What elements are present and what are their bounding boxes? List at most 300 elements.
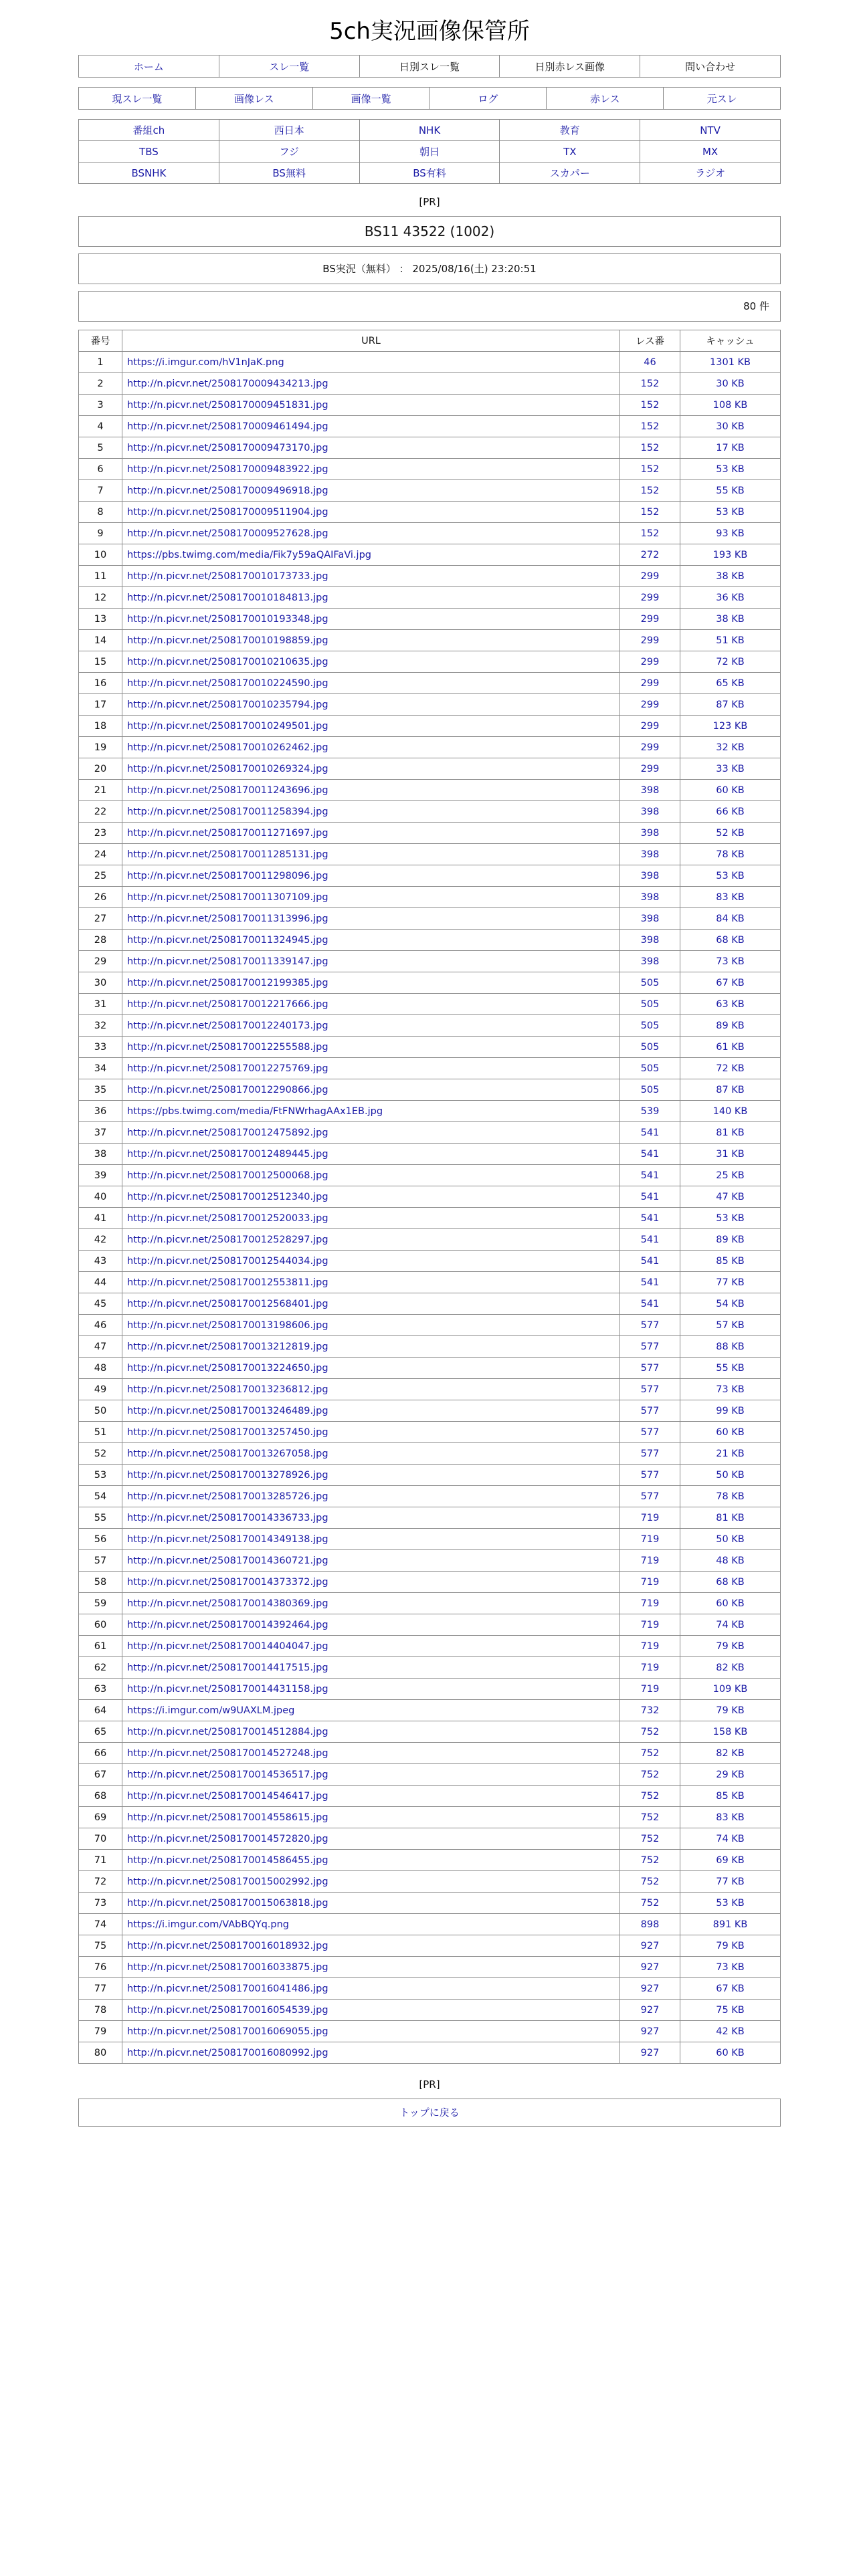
channel-cell[interactable] — [500, 120, 640, 141]
res-number-link[interactable]: 577 — [640, 1448, 660, 1459]
channel-link[interactable]: BSNHK — [131, 167, 167, 179]
cache-link[interactable]: 36 KB — [716, 592, 745, 603]
image-url-link[interactable]: http://n.picvr.net/2508170014349138.jpg — [127, 1533, 328, 1545]
channel-link[interactable]: TBS — [139, 145, 159, 158]
cache-link[interactable]: 68 KB — [716, 934, 745, 946]
cache-link[interactable]: 42 KB — [716, 2026, 745, 2037]
nav-image-list-link[interactable]: 画像一覧 — [351, 92, 391, 105]
res-number-link[interactable]: 398 — [640, 913, 660, 924]
image-url-link[interactable]: http://n.picvr.net/2508170012217666.jpg — [127, 998, 328, 1010]
image-url-link[interactable]: http://n.picvr.net/2508170014572820.jpg — [127, 1833, 328, 1844]
image-url-link[interactable]: http://n.picvr.net/2508170012512340.jpg — [127, 1191, 328, 1202]
cache-link[interactable]: 32 KB — [716, 742, 745, 753]
cache-link[interactable]: 82 KB — [716, 1747, 745, 1759]
channel-cell[interactable] — [640, 163, 781, 184]
image-url-link[interactable]: http://n.picvr.net/2508170014392464.jpg — [127, 1619, 328, 1630]
image-url-link[interactable]: http://n.picvr.net/2508170010269324.jpg — [127, 763, 328, 774]
cache-link[interactable]: 158 KB — [712, 1726, 748, 1737]
cache-link[interactable]: 99 KB — [716, 1405, 745, 1416]
cache-link[interactable]: 65 KB — [716, 677, 745, 689]
nav-cell[interactable] — [640, 56, 781, 78]
cache-link[interactable]: 891 KB — [712, 1919, 748, 1930]
image-url-link[interactable]: http://n.picvr.net/2508170010173733.jpg — [127, 570, 328, 582]
image-url-link[interactable]: http://n.picvr.net/2508170011243696.jpg — [127, 784, 328, 796]
cache-link[interactable]: 48 KB — [716, 1555, 745, 1566]
cache-link[interactable]: 67 KB — [716, 1983, 745, 1994]
res-number-link[interactable]: 299 — [640, 742, 660, 753]
res-number-link[interactable]: 927 — [640, 2026, 660, 2037]
image-url-link[interactable]: http://n.picvr.net/2508170012544034.jpg — [127, 1255, 328, 1267]
row-url-cell — [122, 972, 620, 994]
nav-thread-list-link[interactable]: スレ一覧 — [269, 60, 310, 73]
res-number-link[interactable]: 299 — [640, 720, 660, 732]
image-url-link[interactable]: http://n.picvr.net/2508170011258394.jpg — [127, 806, 328, 817]
image-url-link[interactable]: http://n.picvr.net/2508170014360721.jpg — [127, 1555, 328, 1566]
res-number-link[interactable]: 152 — [640, 528, 660, 539]
image-url-link[interactable]: https://pbs.twimg.com/media/Fik7y59aQAIFaVi.jpg — [127, 549, 371, 560]
image-url-link[interactable]: http://n.picvr.net/2508170012500068.jpg — [127, 1170, 328, 1181]
cache-link[interactable]: 79 KB — [716, 1940, 745, 1951]
cache-link[interactable]: 88 KB — [716, 1341, 745, 1352]
cache-link[interactable]: 77 KB — [716, 1277, 745, 1288]
cache-link[interactable]: 77 KB — [716, 1876, 745, 1887]
image-url-link[interactable]: http://n.picvr.net/2508170014404047.jpg — [127, 1640, 328, 1652]
image-url-link[interactable]: http://n.picvr.net/2508170009461494.jpg — [127, 421, 328, 432]
channel-link[interactable]: 教育 — [559, 124, 580, 136]
image-url-link[interactable]: http://n.picvr.net/2508170011313996.jpg — [127, 913, 328, 924]
row-res-cell — [620, 502, 680, 523]
res-number-link[interactable]: 719 — [640, 1555, 660, 1566]
row-url-cell — [122, 780, 620, 801]
res-number-link[interactable]: 398 — [640, 956, 660, 967]
nav-current-threads-link[interactable]: 現スレ一覧 — [112, 92, 163, 105]
nav-original-thread-link[interactable]: 元スレ — [706, 92, 737, 105]
channel-cell[interactable] — [219, 163, 359, 184]
res-number-link[interactable]: 541 — [640, 1127, 660, 1138]
nav-image-res-link[interactable]: 画像レス — [233, 92, 274, 105]
channel-link[interactable]: 朝日 — [419, 146, 440, 158]
res-number-link[interactable]: 541 — [640, 1277, 660, 1288]
image-url-link[interactable]: http://n.picvr.net/2508170014373372.jpg — [127, 1576, 328, 1588]
cache-link[interactable]: 72 KB — [716, 1063, 745, 1074]
res-number-link[interactable]: 46 — [644, 356, 656, 368]
image-url-link[interactable]: http://n.picvr.net/2508170016069055.jpg — [127, 2026, 328, 2037]
channel-cell[interactable] — [359, 141, 500, 163]
image-url-link[interactable]: http://n.picvr.net/2508170013257450.jpg — [127, 1426, 328, 1438]
cache-link[interactable]: 79 KB — [716, 1705, 745, 1716]
image-url-link[interactable]: http://n.picvr.net/2508170016033875.jpg — [127, 1961, 328, 1973]
cache-link[interactable]: 50 KB — [716, 1533, 745, 1545]
res-number-link[interactable]: 505 — [640, 998, 660, 1010]
image-url-link[interactable]: http://n.picvr.net/2508170010249501.jpg — [127, 720, 328, 732]
image-url-link[interactable]: http://n.picvr.net/2508170010262462.jpg — [127, 742, 328, 753]
cache-link[interactable]: 25 KB — [716, 1170, 745, 1181]
res-number-link[interactable]: 577 — [640, 1491, 660, 1502]
image-url-link[interactable]: http://n.picvr.net/2508170015063818.jpg — [127, 1897, 328, 1909]
image-url-link[interactable]: https://i.imgur.com/hV1nJaK.png — [127, 356, 284, 368]
cache-link[interactable]: 140 KB — [712, 1105, 748, 1117]
res-number-link[interactable]: 541 — [640, 1170, 660, 1181]
res-number-link[interactable]: 719 — [640, 1683, 660, 1695]
image-url-link[interactable]: http://n.picvr.net/2508170014431158.jpg — [127, 1683, 328, 1695]
cache-link[interactable]: 63 KB — [716, 998, 745, 1010]
cache-link[interactable]: 193 KB — [712, 549, 748, 560]
channel-cell[interactable] — [640, 141, 781, 163]
nav-cell[interactable] — [500, 56, 640, 78]
res-number-link[interactable]: 577 — [640, 1362, 660, 1374]
image-url-link[interactable]: http://n.picvr.net/2508170011307109.jpg — [127, 891, 328, 903]
res-number-link[interactable]: 752 — [640, 1812, 660, 1823]
res-number-link[interactable]: 505 — [640, 1084, 660, 1095]
channel-link[interactable]: BS有料 — [413, 167, 446, 179]
cache-link[interactable]: 69 KB — [716, 1854, 745, 1866]
res-number-link[interactable]: 752 — [640, 1790, 660, 1802]
res-number-link[interactable]: 732 — [640, 1705, 660, 1716]
res-number-link[interactable]: 299 — [640, 635, 660, 646]
image-url-link[interactable]: http://n.picvr.net/2508170015002992.jpg — [127, 1876, 328, 1887]
image-url-link[interactable]: http://n.picvr.net/2508170013246489.jpg — [127, 1405, 328, 1416]
res-number-link[interactable]: 719 — [640, 1640, 660, 1652]
channel-link[interactable]: NHK — [418, 124, 441, 136]
image-url-link[interactable]: http://n.picvr.net/2508170012553811.jpg — [127, 1277, 328, 1288]
res-number-link[interactable]: 927 — [640, 1961, 660, 1973]
nav-contact[interactable]: 問い合わせ — [685, 60, 736, 73]
res-number-link[interactable]: 398 — [640, 891, 660, 903]
cache-link[interactable]: 47 KB — [716, 1191, 745, 1202]
res-number-link[interactable]: 541 — [640, 1212, 660, 1224]
back-to-top-box[interactable] — [78, 2099, 781, 2127]
image-url-link[interactable]: http://n.picvr.net/2508170009451831.jpg — [127, 399, 328, 411]
cache-link[interactable]: 89 KB — [716, 1234, 745, 1245]
image-url-link[interactable]: http://n.picvr.net/2508170011298096.jpg — [127, 870, 328, 881]
channel-cell[interactable] — [79, 163, 219, 184]
cache-link[interactable]: 68 KB — [716, 1576, 745, 1588]
image-url-link[interactable]: http://n.picvr.net/2508170009511904.jpg — [127, 506, 328, 518]
nav-cell[interactable] — [430, 88, 547, 110]
channel-link[interactable]: BS無料 — [272, 167, 306, 179]
cache-link[interactable]: 87 KB — [716, 1084, 745, 1095]
cache-link[interactable]: 60 KB — [716, 784, 745, 796]
image-url-link[interactable]: http://n.picvr.net/2508170014546417.jpg — [127, 1790, 328, 1802]
cache-link[interactable]: 60 KB — [716, 2047, 745, 2058]
res-number-link[interactable]: 752 — [640, 1726, 660, 1737]
res-number-link[interactable]: 898 — [640, 1919, 660, 1930]
image-url-link[interactable]: http://n.picvr.net/2508170009434213.jpg — [127, 378, 328, 389]
image-url-link[interactable]: http://n.picvr.net/2508170012255588.jpg — [127, 1041, 328, 1053]
image-url-link[interactable]: http://n.picvr.net/2508170013212819.jpg — [127, 1341, 328, 1352]
image-url-link[interactable]: http://n.picvr.net/2508170010224590.jpg — [127, 677, 328, 689]
cache-link[interactable]: 1301 KB — [710, 356, 751, 368]
cache-link[interactable]: 89 KB — [716, 1020, 745, 1031]
res-number-link[interactable]: 719 — [640, 1512, 660, 1523]
image-url-link[interactable]: http://n.picvr.net/2508170011285131.jpg — [127, 849, 328, 860]
image-url-link[interactable]: http://n.picvr.net/2508170012520033.jpg — [127, 1212, 328, 1224]
image-url-link[interactable]: http://n.picvr.net/2508170016054539.jpg — [127, 2004, 328, 2016]
nav-cell[interactable] — [359, 56, 500, 78]
res-number-link[interactable]: 752 — [640, 1769, 660, 1780]
res-number-link[interactable]: 577 — [640, 1341, 660, 1352]
image-url-link[interactable]: http://n.picvr.net/2508170016041486.jpg — [127, 1983, 328, 1994]
channel-cell[interactable] — [359, 120, 500, 141]
row-number: 12 — [79, 587, 122, 609]
cache-link[interactable]: 83 KB — [716, 1812, 745, 1823]
res-number-link[interactable]: 752 — [640, 1854, 660, 1866]
image-url-link[interactable]: http://n.picvr.net/2508170012290866.jpg — [127, 1084, 328, 1095]
res-number-link[interactable]: 541 — [640, 1234, 660, 1245]
channel-link[interactable]: TX — [563, 145, 577, 158]
image-url-link[interactable]: https://i.imgur.com/w9UAXLM.jpeg — [127, 1705, 295, 1716]
image-url-link[interactable]: http://n.picvr.net/2508170013198606.jpg — [127, 1319, 328, 1331]
cache-link[interactable]: 53 KB — [716, 1897, 745, 1909]
image-url-link[interactable]: http://n.picvr.net/2508170010184813.jpg — [127, 592, 328, 603]
cache-link[interactable]: 123 KB — [712, 720, 748, 732]
image-url-link[interactable]: http://n.picvr.net/2508170013236812.jpg — [127, 1384, 328, 1395]
res-number-link[interactable]: 398 — [640, 849, 660, 860]
cache-link[interactable]: 53 KB — [716, 463, 745, 475]
res-number-link[interactable]: 577 — [640, 1319, 660, 1331]
image-url-link[interactable]: http://n.picvr.net/2508170012275769.jpg — [127, 1063, 328, 1074]
cache-link[interactable]: 84 KB — [716, 913, 745, 924]
cache-link[interactable]: 85 KB — [716, 1255, 745, 1267]
image-url-link[interactable]: http://n.picvr.net/2508170011339147.jpg — [127, 956, 328, 967]
channel-cell[interactable] — [640, 120, 781, 141]
res-number-link[interactable]: 299 — [640, 699, 660, 710]
back-to-top-link[interactable]: トップに戻る — [399, 2107, 460, 2119]
cache-link[interactable]: 108 KB — [712, 399, 748, 411]
cache-link[interactable]: 85 KB — [716, 1790, 745, 1802]
nav-cell[interactable] — [79, 88, 196, 110]
cache-link[interactable]: 21 KB — [716, 1448, 745, 1459]
cache-link[interactable]: 67 KB — [716, 977, 745, 988]
nav-cell[interactable] — [547, 88, 664, 110]
nav-daily-threads[interactable]: 日別スレ一覧 — [399, 60, 460, 73]
res-number-link[interactable]: 752 — [640, 1747, 660, 1759]
cache-link[interactable]: 53 KB — [716, 506, 745, 518]
image-url-link[interactable]: http://n.picvr.net/2508170014512884.jpg — [127, 1726, 328, 1737]
image-url-link[interactable]: http://n.picvr.net/2508170010193348.jpg — [127, 613, 328, 625]
image-url-link[interactable]: http://n.picvr.net/2508170014558615.jpg — [127, 1812, 328, 1823]
res-number-link[interactable]: 398 — [640, 784, 660, 796]
cache-link[interactable]: 73 KB — [716, 1384, 745, 1395]
channel-link[interactable]: 西日本 — [274, 124, 304, 136]
image-url-link[interactable]: http://n.picvr.net/2508170012489445.jpg — [127, 1148, 328, 1160]
res-number-link[interactable]: 719 — [640, 1662, 660, 1673]
res-number-link[interactable]: 152 — [640, 378, 660, 389]
image-url-link[interactable]: https://i.imgur.com/VAbBQYq.png — [127, 1919, 289, 1930]
res-number-link[interactable]: 927 — [640, 2047, 660, 2058]
image-url-link[interactable]: http://n.picvr.net/2508170013224650.jpg — [127, 1362, 328, 1374]
channel-cell[interactable] — [79, 120, 219, 141]
cache-link[interactable]: 57 KB — [716, 1319, 745, 1331]
res-number-link[interactable]: 505 — [640, 1041, 660, 1053]
res-number-link[interactable]: 539 — [640, 1105, 660, 1117]
nav-cell[interactable] — [195, 88, 312, 110]
cache-link[interactable]: 54 KB — [716, 1298, 745, 1309]
res-number-link[interactable]: 398 — [640, 827, 660, 839]
image-url-link[interactable]: http://n.picvr.net/2508170011324945.jpg — [127, 934, 328, 946]
channel-link[interactable]: ラジオ — [695, 167, 726, 179]
res-number-link[interactable]: 299 — [640, 592, 660, 603]
channel-cell[interactable] — [219, 141, 359, 163]
image-url-link[interactable]: http://n.picvr.net/2508170014417515.jpg — [127, 1662, 328, 1673]
cache-link[interactable]: 52 KB — [716, 827, 745, 839]
cache-link[interactable]: 55 KB — [716, 485, 745, 496]
res-number-link[interactable]: 299 — [640, 656, 660, 667]
res-number-link[interactable]: 719 — [640, 1576, 660, 1588]
res-number-link[interactable]: 152 — [640, 485, 660, 496]
image-url-link[interactable]: http://n.picvr.net/2508170012475892.jpg — [127, 1127, 328, 1138]
res-number-link[interactable]: 398 — [640, 870, 660, 881]
res-number-link[interactable]: 577 — [640, 1384, 660, 1395]
cache-link[interactable]: 61 KB — [716, 1041, 745, 1053]
image-url-link[interactable]: http://n.picvr.net/2508170011271697.jpg — [127, 827, 328, 839]
res-number-link[interactable]: 505 — [640, 1063, 660, 1074]
res-number-link[interactable]: 927 — [640, 1983, 660, 1994]
image-url-link[interactable]: http://n.picvr.net/2508170012528297.jpg — [127, 1234, 328, 1245]
cache-link[interactable]: 55 KB — [716, 1362, 745, 1374]
cache-link[interactable]: 74 KB — [716, 1833, 745, 1844]
image-url-link[interactable]: http://n.picvr.net/2508170014527248.jpg — [127, 1747, 328, 1759]
nav-red-res-link[interactable]: 赤レス — [589, 92, 620, 105]
nav-daily-red-images[interactable]: 日別赤レス画像 — [535, 60, 605, 73]
cache-link[interactable]: 78 KB — [716, 849, 745, 860]
res-number-link[interactable]: 752 — [640, 1833, 660, 1844]
image-url-link[interactable]: http://n.picvr.net/2508170010235794.jpg — [127, 699, 328, 710]
res-number-link[interactable]: 505 — [640, 1020, 660, 1031]
cache-link[interactable]: 30 KB — [716, 421, 745, 432]
cache-link[interactable]: 73 KB — [716, 1961, 745, 1973]
res-number-link[interactable]: 577 — [640, 1426, 660, 1438]
channel-cell[interactable] — [219, 120, 359, 141]
res-number-link[interactable]: 152 — [640, 442, 660, 453]
res-number-link[interactable]: 719 — [640, 1619, 660, 1630]
res-number-link[interactable]: 541 — [640, 1191, 660, 1202]
res-number-link[interactable]: 927 — [640, 2004, 660, 2016]
image-url-link[interactable]: http://n.picvr.net/2508170009473170.jpg — [127, 442, 328, 453]
channel-cell[interactable] — [500, 163, 640, 184]
image-url-link[interactable]: http://n.picvr.net/2508170012240173.jpg — [127, 1020, 328, 1031]
res-number-link[interactable]: 152 — [640, 399, 660, 411]
cache-link[interactable]: 82 KB — [716, 1662, 745, 1673]
cache-link[interactable]: 79 KB — [716, 1640, 745, 1652]
res-number-link[interactable]: 577 — [640, 1405, 660, 1416]
res-number-link[interactable]: 299 — [640, 763, 660, 774]
channel-link[interactable]: スカパー — [549, 167, 590, 179]
image-url-link[interactable]: http://n.picvr.net/2508170014380369.jpg — [127, 1598, 328, 1609]
cache-link[interactable]: 72 KB — [716, 656, 745, 667]
cache-link[interactable]: 31 KB — [716, 1148, 745, 1160]
cache-link[interactable]: 81 KB — [716, 1512, 745, 1523]
res-number-link[interactable]: 541 — [640, 1255, 660, 1267]
res-number-link[interactable]: 505 — [640, 977, 660, 988]
res-number-link[interactable]: 719 — [640, 1533, 660, 1545]
cache-link[interactable]: 53 KB — [716, 870, 745, 881]
image-url-link[interactable]: http://n.picvr.net/2508170014336733.jpg — [127, 1512, 328, 1523]
cache-link[interactable]: 78 KB — [716, 1491, 745, 1502]
res-number-link[interactable]: 299 — [640, 613, 660, 625]
res-number-link[interactable]: 299 — [640, 677, 660, 689]
row-cache-cell — [680, 1015, 781, 1037]
res-number-link[interactable]: 752 — [640, 1897, 660, 1909]
cache-link[interactable]: 66 KB — [716, 806, 745, 817]
res-number-link[interactable]: 398 — [640, 806, 660, 817]
cache-link[interactable]: 74 KB — [716, 1619, 745, 1630]
res-number-link[interactable]: 541 — [640, 1298, 660, 1309]
cache-link[interactable]: 81 KB — [716, 1127, 745, 1138]
channel-link[interactable]: フジ — [279, 146, 299, 158]
image-url-link[interactable]: http://n.picvr.net/2508170014586455.jpg — [127, 1854, 328, 1866]
cache-link[interactable]: 83 KB — [716, 891, 745, 903]
nav-home-link[interactable]: ホーム — [133, 60, 164, 73]
row-cache-cell — [680, 1636, 781, 1657]
cache-link[interactable]: 29 KB — [716, 1769, 745, 1780]
res-number-link[interactable]: 752 — [640, 1876, 660, 1887]
res-number-link[interactable]: 152 — [640, 506, 660, 518]
image-url-link[interactable]: http://n.picvr.net/2508170010210635.jpg — [127, 656, 328, 667]
image-url-link[interactable]: http://n.picvr.net/2508170009483922.jpg — [127, 463, 328, 475]
cache-link[interactable]: 87 KB — [716, 699, 745, 710]
cache-link[interactable]: 51 KB — [716, 635, 745, 646]
channel-link[interactable]: NTV — [700, 124, 721, 136]
image-url-link[interactable]: http://n.picvr.net/2508170012199385.jpg — [127, 977, 328, 988]
res-number-link[interactable]: 299 — [640, 570, 660, 582]
nav-log-link[interactable]: ログ — [478, 92, 498, 105]
res-number-link[interactable]: 152 — [640, 421, 660, 432]
image-url-link[interactable]: http://n.picvr.net/2508170013267058.jpg — [127, 1448, 328, 1459]
cache-link[interactable]: 60 KB — [716, 1598, 745, 1609]
nav-cell[interactable] — [664, 88, 781, 110]
channel-cell[interactable] — [79, 141, 219, 163]
image-url-link[interactable]: http://n.picvr.net/2508170014536517.jpg — [127, 1769, 328, 1780]
res-number-link[interactable]: 398 — [640, 934, 660, 946]
cache-link[interactable]: 17 KB — [716, 442, 745, 453]
image-url-link[interactable]: http://n.picvr.net/2508170013285726.jpg — [127, 1491, 328, 1502]
cache-link[interactable]: 93 KB — [716, 528, 745, 539]
image-url-link[interactable]: http://n.picvr.net/2508170016018932.jpg — [127, 1940, 328, 1951]
nav-cell[interactable] — [79, 56, 219, 78]
cache-link[interactable]: 60 KB — [716, 1426, 745, 1438]
image-url-link[interactable]: http://n.picvr.net/2508170009527628.jpg — [127, 528, 328, 539]
channel-cell[interactable] — [500, 141, 640, 163]
nav-cell[interactable] — [312, 88, 430, 110]
cache-link[interactable]: 73 KB — [716, 956, 745, 967]
cache-link[interactable]: 53 KB — [716, 1212, 745, 1224]
image-url-link[interactable]: https://pbs.twimg.com/media/FtFNWrhagAAx1EB.jpg — [127, 1105, 383, 1117]
res-number-link[interactable]: 272 — [640, 549, 660, 560]
image-url-link[interactable]: http://n.picvr.net/2508170009496918.jpg — [127, 485, 328, 496]
cache-link[interactable]: 75 KB — [716, 2004, 745, 2016]
image-url-link[interactable]: http://n.picvr.net/2508170010198859.jpg — [127, 635, 328, 646]
cache-link[interactable]: 50 KB — [716, 1469, 745, 1481]
cache-link[interactable]: 33 KB — [716, 763, 745, 774]
cache-link[interactable]: 30 KB — [716, 378, 745, 389]
res-number-link[interactable]: 152 — [640, 463, 660, 475]
image-url-link[interactable]: http://n.picvr.net/2508170013278926.jpg — [127, 1469, 328, 1481]
res-number-link[interactable]: 577 — [640, 1469, 660, 1481]
res-number-link[interactable]: 719 — [640, 1598, 660, 1609]
nav-cell[interactable] — [219, 56, 359, 78]
image-url-link[interactable]: http://n.picvr.net/2508170012568401.jpg — [127, 1298, 328, 1309]
res-number-link[interactable]: 927 — [640, 1940, 660, 1951]
channel-link[interactable]: MX — [702, 145, 719, 158]
cache-link[interactable]: 109 KB — [712, 1683, 748, 1695]
channel-link[interactable]: 番組ch — [132, 124, 165, 136]
res-number-link[interactable]: 541 — [640, 1148, 660, 1160]
image-url-link[interactable]: http://n.picvr.net/2508170016080992.jpg — [127, 2047, 328, 2058]
channel-cell[interactable] — [359, 163, 500, 184]
cache-link[interactable]: 38 KB — [716, 613, 745, 625]
cache-link[interactable]: 38 KB — [716, 570, 745, 582]
